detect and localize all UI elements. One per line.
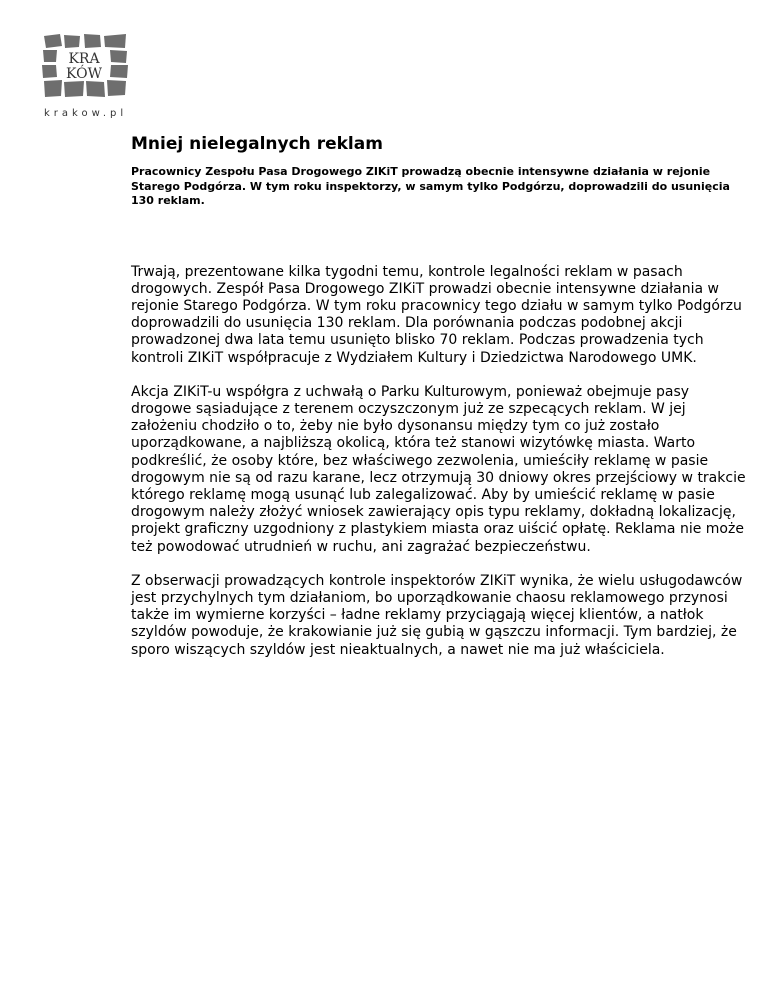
article [131, 133, 746, 676]
article-title: Mniej nielegalnych reklam [131, 134, 383, 154]
article-lead: Pracownicy Zespołu Pasa Drogowego ZIKiT prowadzą obecnie intensywne działania w rejonie Starego Podgórza. W tym roku inspektorzy, w samym tylko Podgórzu, doprowadzili do usunięcia 130 reklam. [131, 165, 730, 207]
article-paragraph: Z obserwacji prowadzących kontrole inspektorów ZIKiT wynika, że wielu usługodawców jest przychylnych tym działaniom, bo uporządkowanie chaosu reklamowego przynosi także im wymierne korzyści – ładne reklamy przyciągają więcej klientów, a natłok szyldów powoduje, że krakowianie już się gubią w gąszczu informacji. Tym bardziej, że sporo wiszących szyldów jest nieaktualnych, a nawet nie ma już właściciela. [131, 572, 743, 658]
article-paragraph: Trwają, prezentowane kilka tygodni temu, kontrole legalności reklam w pasach drogowych. Zespół Pasa Drogowego ZIKiT prowadzi obecnie intensywne działania w rejonie Starego Podgórza. W tym roku pracownicy tego działu w samym tylko Podgórzu doprowadzili do usunięcia 130 reklam. Dla porównania podczas podobnej akcji prowadzonej dwa lata temu usunięto blisko 70 reklam. Podczas prowadzenia tych kontroli ZIKiT współpracuje z Wydziałem Kultury i Dziedzictwa Narodowego UMK. [131, 263, 742, 366]
article-paragraph: Akcja ZIKiT-u współgra z uchwałą o Parku Kulturowym, ponieważ obejmuje pasy drogowe sąsiadujące z terenem oczyszczonym już ze szpecących reklam. W jej założeniu chodziło o to, żeby nie było dysonansu między tym co już zostało uporządkowane, a najbliższą okolicą, która też stanowi wizytówkę miasta. Warto podkreślić, że osoby które, bez właściwego zezwolenia, umieściły reklamę w pasie drogowym nie są od razu karane, lecz otrzymują 30 dniowy okres przejściowy w trakcie którego reklamę mogą usunąć lub zalegalizować. Aby by umieścić reklamę w pasie drogowym należy złożyć wniosek zawierający opis typu reklamy, dokładną lokalizację, projekt graficzny uzgodniony z plastykiem miasta oraz uiścić opłatę. Reklama nie może też powodować utrudnień w ruchu, ani zagrażać bezpieczeństwu. [131, 383, 746, 555]
logo-caption: krakow.pl [44, 108, 128, 119]
logo-text-line2: KÓW [66, 66, 102, 82]
article-body [131, 264, 746, 659]
logo-text-line1: KRA [68, 51, 100, 67]
krakow-logo-mark [40, 30, 130, 108]
